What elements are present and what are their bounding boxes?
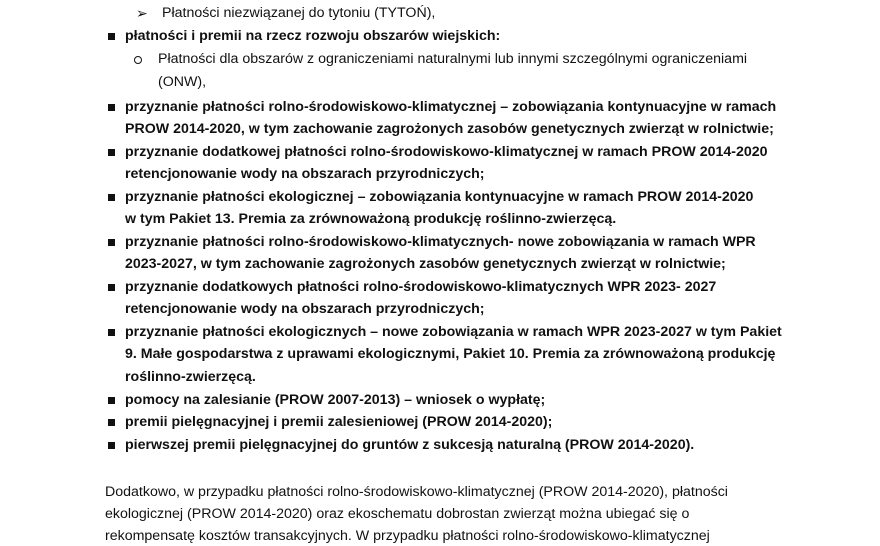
bullet-icon [108,104,115,111]
list-item: pierwszej premii pielęgnacyjnej do gruntów z sukcesją naturalną (PROW 2014-2020). [125,437,695,453]
list-item: przyznanie płatności ekologicznej – zobowiązania kontynuacyjne w ramach PROW 2014-2020 [125,189,754,205]
bullet-icon [108,239,115,246]
arrow-item-text: Płatności niezwiązanej do tytoniu (TYTOŃ), [162,5,436,21]
list-item-cont: 2023-2027, w tym zachowanie zagrożonych zasobów genetycznych zwierząt w rolnictwie; [125,256,726,272]
list-item: pomocy na zalesianie (PROW 2007-2013) – wniosek o wypłatę; [125,392,546,408]
list-item: premii pielęgnacyjnej i premii zalesieniowej (PROW 2014-2020); [125,414,553,430]
list-item: przyznanie płatności rolno-środowiskowo-klimatycznej – zobowiązania kontynuacyjne w ramach [125,99,777,115]
arrow-bullet-icon: ➢ [136,5,148,21]
bullet-icon [108,149,115,156]
bullet-icon [108,284,115,291]
bullet-icon [108,194,115,201]
paragraph-line-3: rekompensatę kosztów transakcyjnych. W przypadku płatności rolno-środowiskowo-klimatycznej [105,528,710,544]
sub-item-line-1: Płatności dla obszarów z ograniczeniami naturalnymi lub innymi szczególnymi ograniczeniami [158,51,748,67]
list-item: przyznanie dodatkowych płatności rolno-środowiskowo-klimatycznych WPR 2023- 2027 [125,279,717,295]
list-item-cont: retencjonowanie wody na obszarach przyrodniczych; [125,301,485,317]
list-item: przyznanie płatności ekologicznych – nowe zobowiązania w ramach WPR 2023-2027 w tym Pakiet [125,324,782,340]
list-item: płatności i premii na rzecz rozwoju obszarów wiejskich: [125,28,501,44]
list-item-cont: PROW 2014-2020, w tym zachowanie zagrożonych zasobów genetycznych zwierząt w rolnictwie; [125,121,774,137]
list-item-cont: roślinno-zwierzęcą. [125,369,256,385]
list-item: przyznanie dodatkowej płatności rolno-środowiskowo-klimatycznej w ramach PROW 2014-2020 [125,144,768,160]
bullet-icon [108,419,115,426]
list-item-cont: 9. Małe gospodarstwa z uprawami ekologicznymi, Pakiet 10. Premia za zrównoważoną produkcję [125,346,776,362]
bullet-icon [108,329,115,336]
sub-item-line-2: (ONW), [158,74,207,90]
circle-bullet-icon [134,56,142,64]
bullet-icon [108,33,115,40]
paragraph-line-2: ekologicznej (PROW 2014-2020) oraz ekoschematu dobrostan zwierząt można ubiegać się o [105,506,690,522]
paragraph-line-1: Dodatkowo, w przypadku płatności rolno-środowiskowo-klimatycznej (PROW 2014-2020), płatności [105,484,728,500]
bullet-icon [108,442,115,449]
bullet-icon [108,397,115,404]
list-item: przyznanie płatności rolno-środowiskowo-klimatycznych- nowe zobowiązania w ramach WPR [125,234,756,250]
list-item-cont: w tym Pakiet 13. Premia za zrównoważoną produkcję roślinno-zwierzęcą. [125,211,617,227]
list-item-cont: retencjonowanie wody na obszarach przyrodniczych; [125,166,485,182]
